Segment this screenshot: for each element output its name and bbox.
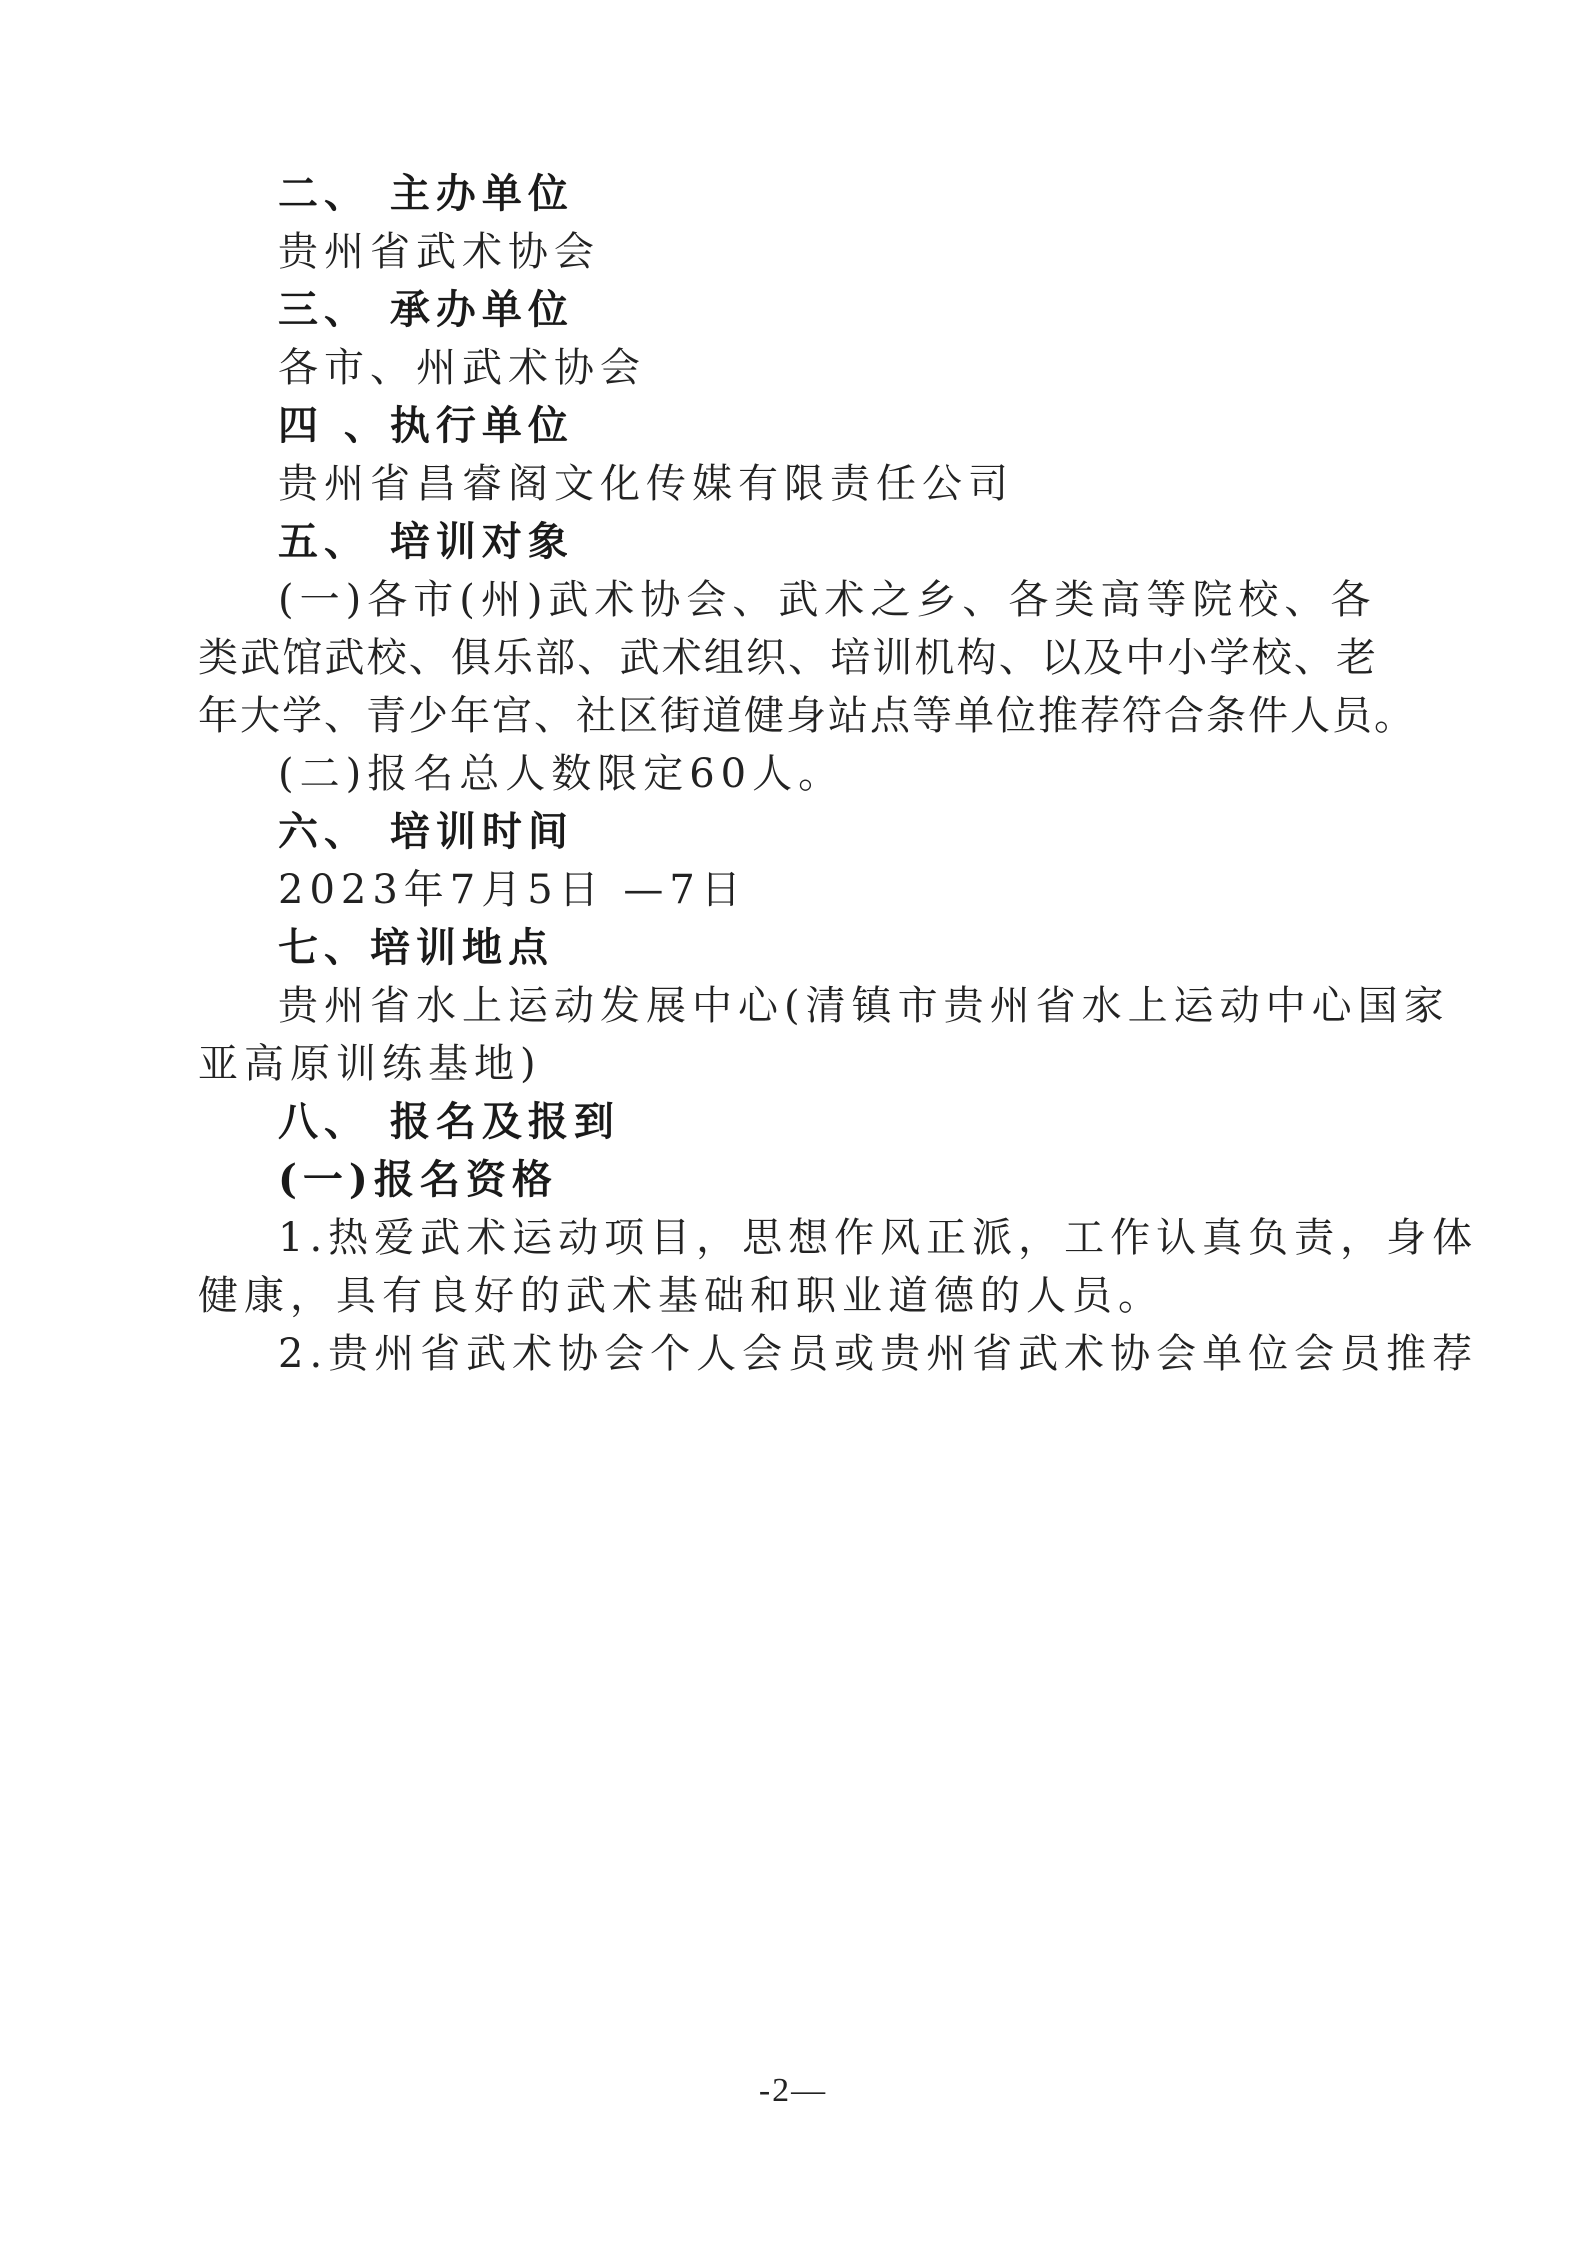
trainees-paragraph-line: (一)各市(州)武术协会、武术之乡、各类高等院校、各 — [278, 577, 1377, 623]
subheading-eligibility: (一)报名资格 — [278, 1156, 558, 1203]
organizer-name: 贵州省武术协会 — [278, 229, 600, 275]
eligibility-item-line: 2.贵州省武术协会个人会员或贵州省武术协会单位会员推荐 — [278, 1331, 1479, 1377]
enrollment-limit-text: (二)报名总人数限定60人。 — [278, 751, 845, 797]
section-heading-organizer: 二、 主办单位 — [278, 170, 574, 217]
section-heading-training-time: 六、 培训时间 — [278, 808, 574, 855]
eligibility-item-line: 健康，具有良好的武术基础和职业道德的人员。 — [198, 1273, 1164, 1319]
training-location-line: 贵州省水上运动发展中心(清镇市贵州省水上运动中心国家 — [278, 983, 1450, 1029]
training-location-line: 亚高原训练基地) — [198, 1041, 542, 1087]
section-heading-trainees: 五、 培训对象 — [278, 518, 574, 565]
training-date-text: 2023年7月5日 —7日 — [278, 867, 747, 913]
section-heading-training-location: 七、培训地点 — [278, 924, 554, 971]
trainees-paragraph-line: 类武馆武校、俱乐部、武术组织、培训机构、以及中小学校、老 — [198, 635, 1378, 681]
eligibility-item-line: 1.热爱武术运动项目，思想作风正派，工作认真负责，身体 — [278, 1215, 1479, 1261]
host-name: 各市、州武术协会 — [278, 345, 646, 391]
trainees-paragraph-line: 年大学、青少年宫、社区街道健身站点等单位推荐符合条件人员。 — [198, 693, 1416, 739]
section-heading-executor: 四 、执行单位 — [278, 402, 574, 449]
section-heading-host: 三、 承办单位 — [278, 286, 574, 333]
executor-name: 贵州省昌睿阁文化传媒有限责任公司 — [278, 461, 1014, 507]
page-number: -2— — [758, 2072, 828, 2109]
section-heading-registration: 八、 报名及报到 — [278, 1098, 620, 1145]
